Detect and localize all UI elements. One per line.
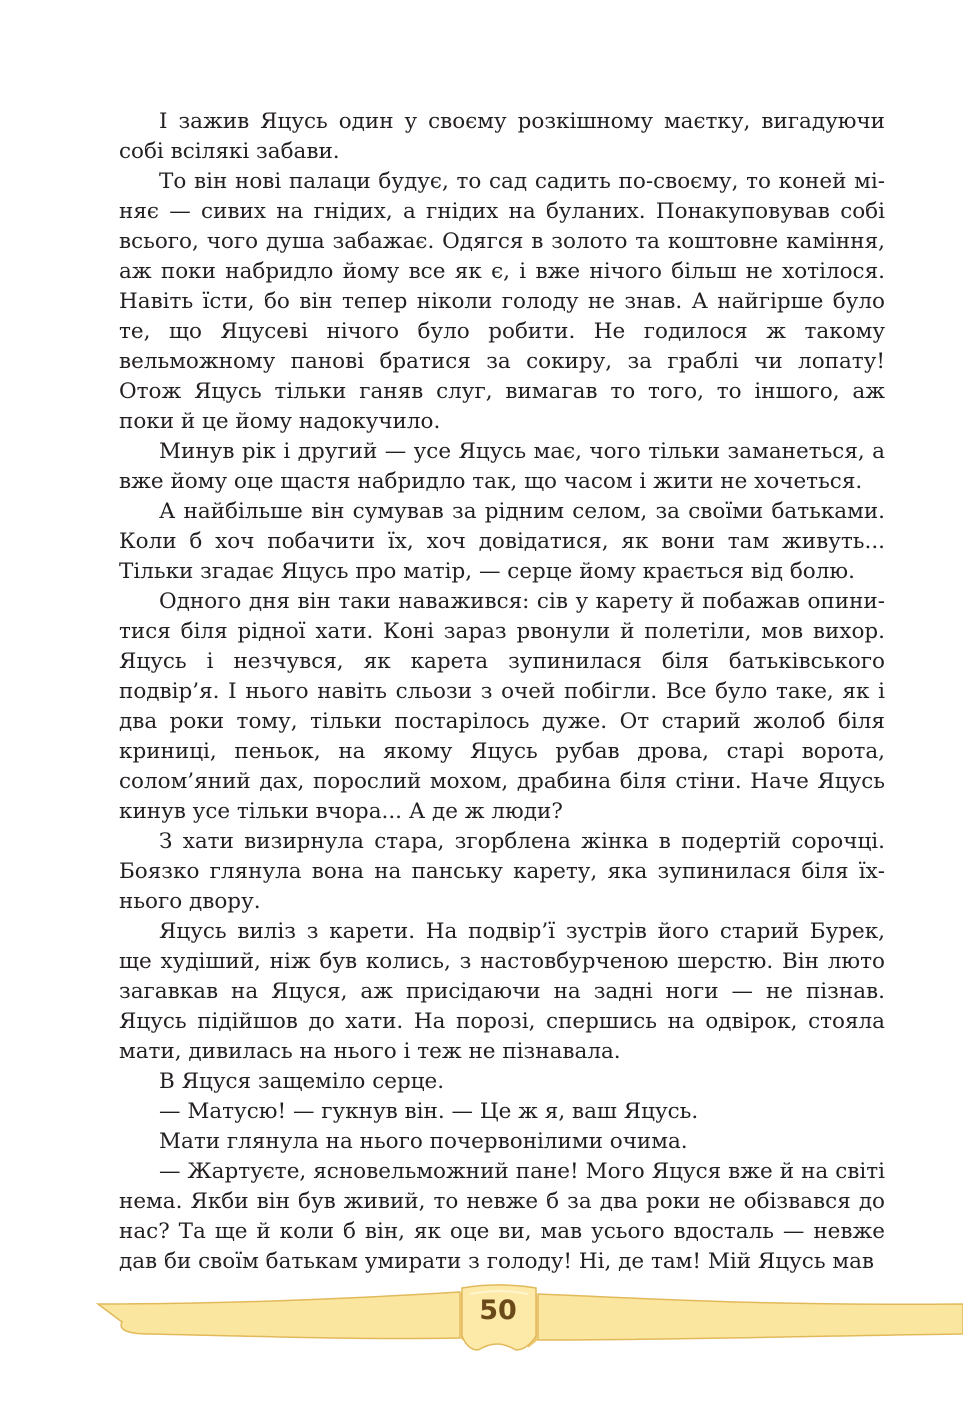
paragraph: І зажив Яцусь один у своєму розкішному маєтку, вигадуючи собі всілякі забави. (119, 109, 885, 164)
paragraph: — Матусю! — гукнув він. — Це ж я, ваш Яцусь. (159, 1099, 699, 1124)
paragraph: — Жартуєте, ясновельможний пане! Мого Яцуся вже й на світі нема. Якби він був живий, то невже б за два роки не обізвався до нас? Та ще й коли б він, як оце ви, мав усього вдосталь — невже дав би своїм батькам умирати з голоду! Ні, де там! Мій Яцусь мав (119, 1159, 885, 1274)
story-text (119, 107, 885, 1277)
paragraph: В Яцуся защеміло серце. (159, 1069, 445, 1094)
paragraph: Мати глянула на нього почервонілими очима. (159, 1129, 688, 1154)
paragraph: А найбільше він сумував за рідним селом, за своїми батьками. Коли б хоч побачити їх, хоч довідатися, як вони там живуть... Тільки згадає Яцусь про матір, — серце йому крається від болю. (119, 499, 885, 584)
paragraph: Одного дня він таки наважився: сів у карету й побажав опинитися біля рідної хати. Коні зараз рвонули й полетіли, мов вихор. Яцусь і незчувся, як карета зупинилася біля батьківського подвір’я. І нього навіть сльози з очей побігли. Все було таке, як і два роки тому, тільки постарілось дуже. От старий жолоб біля криниці, пеньок, на якому Яцусь рубав дрова, старі ворота, солом’яний дах, порослий мохом, драбина біля стіни. Наче Яцусь кинув усе тільки вчора... А де ж люди? (119, 589, 885, 824)
page-number: 50 (479, 1295, 517, 1326)
paragraph: З хати визирнула стара, згорблена жінка в подертій сорочці. Боязко глянула вона на панську карету, яка зупинилася біля їхнього двору. (119, 829, 885, 914)
paragraph: Яцусь виліз з карети. На подвір’ї зустрів його старий Бурек, ще худіший, ніж був колись, з настовбурченою шерстю. Він люто загавкав на Яцуся, аж присідаючи на задні ноги — не пізнав. Яцусь підійшов до хати. На порозі, спершись на одвірок, стояла мати, дивилась на нього і теж не пізнавала. (119, 919, 885, 1064)
paragraph: То він нові палаци будує, то сад садить по-своєму, то коней міняє — сивих на гнідих, а гнідих на буланих. Понакуповував собі всього, чого душа забажає. Одягся в золото та коштовне каміння, аж поки набридло йому все як є, і вже нічого більш не хотілося. Навіть їсти, бо він тепер ніколи голоду не знав. А найгірше було те, що Яцусеві нічого було робити. Не годилося ж такому вельможному панові братися за сокиру, за граблі чи лопату! Отож Яцусь тільки ганяв слуг, вимагав то того, то іншого, аж поки й це йому надокучило. (119, 169, 885, 434)
paragraph: Минув рік і другий — усе Яцусь має, чого тільки заманеться, а вже йому оце щастя набридло так, що часом і жити не хочеться. (119, 439, 885, 494)
